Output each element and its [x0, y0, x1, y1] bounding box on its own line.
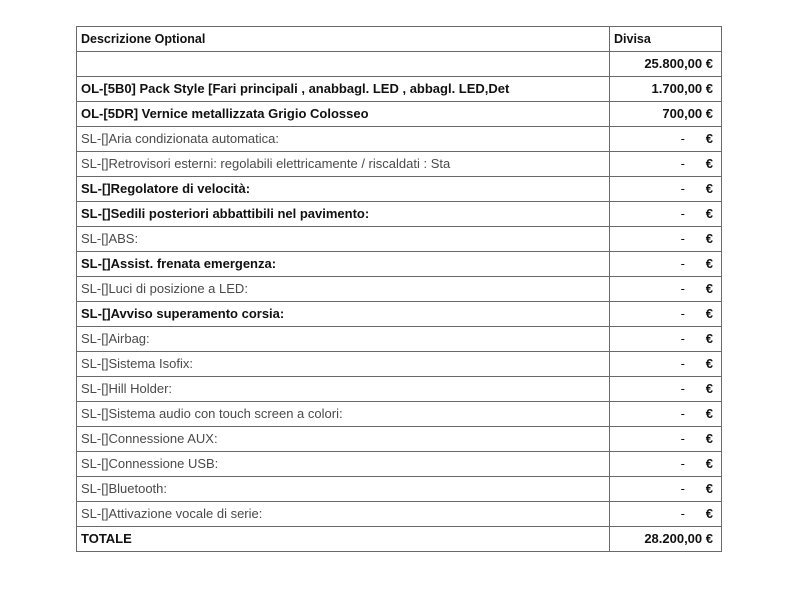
row-value — [610, 502, 722, 527]
row-description: SL-[]Regolatore di velocità: — [77, 177, 610, 202]
header-currency: Divisa — [610, 27, 722, 52]
row-value-dash: - — [680, 331, 685, 346]
row-value-dash: - — [680, 306, 685, 321]
row-value-dash: - — [680, 481, 685, 496]
header-description: Descrizione Optional — [77, 27, 610, 52]
row-value-euro: € — [705, 281, 713, 296]
row-description: SL-[]Assist. frenata emergenza: — [77, 252, 610, 277]
row-description: SL-[]Aria condizionata automatica: — [77, 127, 610, 152]
row-description: SL-[]Luci di posizione a LED: — [77, 277, 610, 302]
row-value-dash: - — [680, 256, 685, 271]
row-value-euro: € — [705, 506, 713, 521]
row-value-dash: - — [680, 156, 685, 171]
table-row — [77, 327, 722, 352]
table-row — [77, 252, 722, 277]
row-value-euro: € — [705, 206, 713, 221]
table-row — [77, 127, 722, 152]
row-value-dash: - — [680, 131, 685, 146]
table-row — [77, 152, 722, 177]
total-row — [77, 527, 722, 552]
row-value — [610, 152, 722, 177]
row-description — [77, 52, 610, 77]
row-value-euro: € — [705, 406, 713, 421]
table-row — [77, 427, 722, 452]
row-description: SL-[]Avviso superamento corsia: — [77, 302, 610, 327]
options-table — [76, 26, 722, 552]
row-value-euro: € — [705, 256, 713, 271]
row-value-dash: - — [680, 206, 685, 221]
row-value — [610, 252, 722, 277]
table-row — [77, 52, 722, 77]
row-value-euro: € — [705, 431, 713, 446]
table-row — [77, 377, 722, 402]
row-description: SL-[]Bluetooth: — [77, 477, 610, 502]
row-value — [610, 377, 722, 402]
table-header-row — [77, 27, 722, 52]
row-value-euro: € — [705, 231, 713, 246]
options-price-sheet — [76, 26, 721, 552]
table-row — [77, 102, 722, 127]
table-row — [77, 352, 722, 377]
table-row — [77, 502, 722, 527]
row-value-dash: - — [680, 456, 685, 471]
row-value-euro: € — [705, 381, 713, 396]
row-value — [610, 277, 722, 302]
table-row — [77, 177, 722, 202]
row-value — [610, 402, 722, 427]
row-value — [610, 352, 722, 377]
row-value-euro: € — [705, 331, 713, 346]
row-value-dash: - — [680, 381, 685, 396]
total-label: TOTALE — [77, 527, 610, 552]
table-row — [77, 452, 722, 477]
row-value-dash: - — [680, 431, 685, 446]
row-value — [610, 202, 722, 227]
table-row — [77, 402, 722, 427]
row-value — [610, 177, 722, 202]
row-description: SL-[]Retrovisori esterni: regolabili elettricamente / riscaldati : Sta — [77, 152, 610, 177]
row-value: 25.800,00 € — [610, 52, 722, 77]
row-value-dash: - — [680, 281, 685, 296]
row-value-euro: € — [705, 356, 713, 371]
table-row — [77, 77, 722, 102]
table-row — [77, 302, 722, 327]
row-value-dash: - — [680, 356, 685, 371]
row-description: SL-[]Sistema audio con touch screen a colori: — [77, 402, 610, 427]
row-value — [610, 227, 722, 252]
table-row — [77, 202, 722, 227]
row-description: SL-[]Connessione USB: — [77, 452, 610, 477]
row-value — [610, 427, 722, 452]
row-description: SL-[]Airbag: — [77, 327, 610, 352]
row-value-euro: € — [705, 156, 713, 171]
row-value: 700,00 € — [610, 102, 722, 127]
row-description: SL-[]Sistema Isofix: — [77, 352, 610, 377]
row-description: SL-[]Hill Holder: — [77, 377, 610, 402]
row-description: SL-[]Connessione AUX: — [77, 427, 610, 452]
row-value-euro: € — [705, 181, 713, 196]
table-row — [77, 477, 722, 502]
row-value — [610, 127, 722, 152]
row-value — [610, 302, 722, 327]
row-value-dash: - — [680, 506, 685, 521]
row-value-dash: - — [680, 406, 685, 421]
row-description: OL-[5B0] Pack Style [Fari principali , anabbagl. LED , abbagl. LED,Det — [77, 77, 610, 102]
row-description: SL-[]ABS: — [77, 227, 610, 252]
row-value — [610, 477, 722, 502]
row-value-dash: - — [680, 231, 685, 246]
table-row — [77, 227, 722, 252]
row-value — [610, 452, 722, 477]
row-value — [610, 327, 722, 352]
row-value-euro: € — [705, 306, 713, 321]
row-value: 1.700,00 € — [610, 77, 722, 102]
row-value-euro: € — [705, 131, 713, 146]
row-value-euro: € — [705, 481, 713, 496]
row-description: SL-[]Attivazione vocale di serie: — [77, 502, 610, 527]
row-description: OL-[5DR] Vernice metallizzata Grigio Colosseo — [77, 102, 610, 127]
total-value: 28.200,00 € — [610, 527, 722, 552]
row-value-euro: € — [705, 456, 713, 471]
row-description: SL-[]Sedili posteriori abbattibili nel pavimento: — [77, 202, 610, 227]
row-value-dash: - — [680, 181, 685, 196]
table-row — [77, 277, 722, 302]
